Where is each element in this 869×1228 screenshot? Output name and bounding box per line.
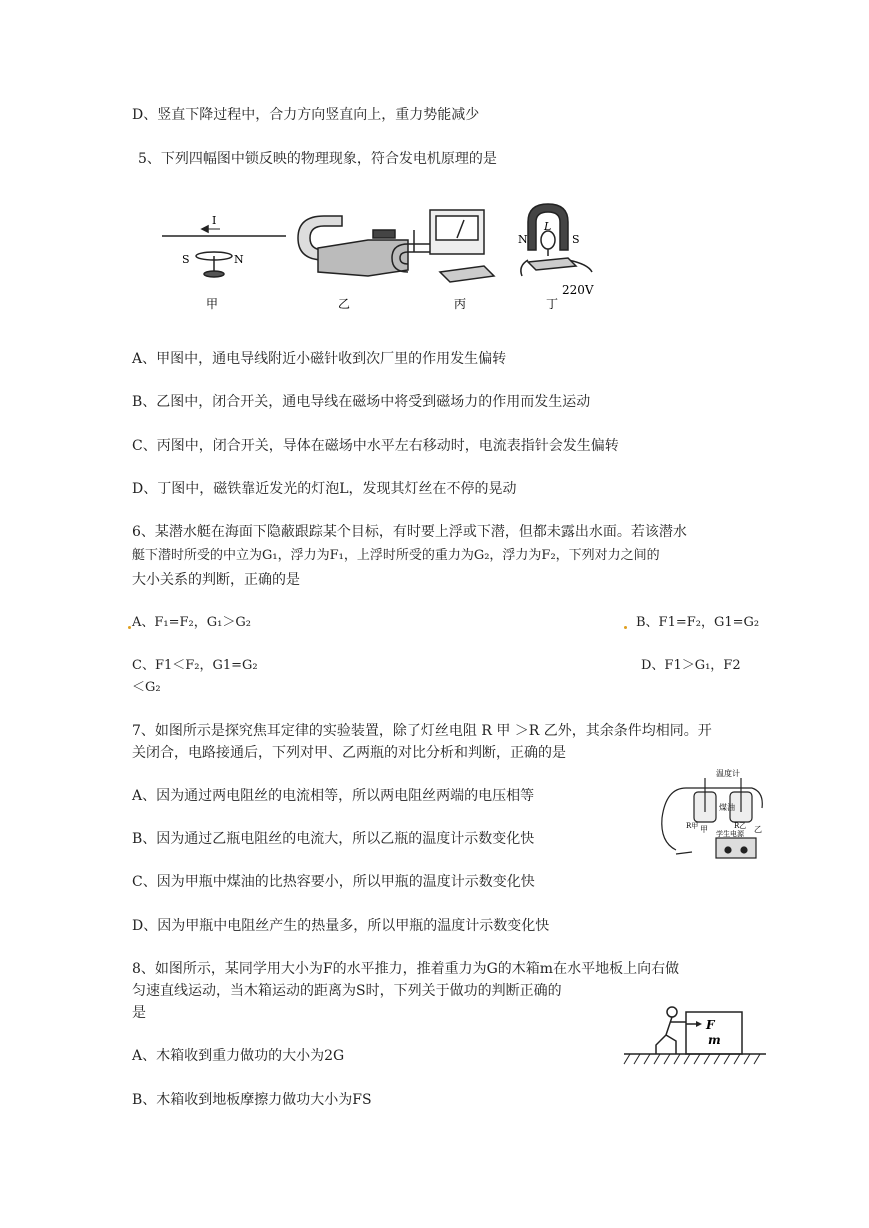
q6-stem-line-1: 6、某潜水艇在海面下隐蔽跟踪某个目标，有时要上浮或下潜，但都未露出水面。若该潜水 xyxy=(132,524,687,540)
force-label: F xyxy=(706,1018,715,1032)
yi-label: 乙 xyxy=(754,825,762,834)
pole-n-ding: N xyxy=(518,233,528,246)
pole-n-jia: N xyxy=(234,253,244,266)
q7-option-a: A、因为通过两电阻丝的电流相等，所以两电阻丝两端的电压相等 xyxy=(132,788,535,804)
q6-option-b: B、F1=F₂，G1=G₂ xyxy=(636,615,760,630)
q5-option-b: B、乙图中，闭合开关，通电导线在磁场中将受到磁场力的作用而发生运动 xyxy=(132,394,591,410)
q8-stem-line-3: 是 xyxy=(132,1005,146,1021)
q5-option-c: C、丙图中，闭合开关，导体在磁场中水平左右移动时，电流表指针会发生偏转 xyxy=(132,438,619,454)
label-bing: 丙 xyxy=(454,297,467,311)
voltage-label: 220V xyxy=(562,283,594,297)
q5-option-d: D、丁图中，磁铁靠近发光的灯泡L，发现其灯丝在不停的晃动 xyxy=(132,481,517,497)
kerosene-label: 煤油 xyxy=(719,803,735,812)
thermometer-label: 温度计 xyxy=(716,769,740,778)
mass-label: m xyxy=(708,1033,721,1047)
q7-stem-line-1: 7、如图所示是探究焦耳定律的实验装置，除了灯丝电阻 R 甲 ＞R 乙外，其余条件均相同。开 xyxy=(132,723,712,739)
q8-option-b: B、木箱收到地板摩擦力做功大小为FS xyxy=(132,1092,372,1108)
mark-dot xyxy=(624,626,627,629)
q5-figure xyxy=(158,200,618,320)
q6-stem-line-2: 艇下潜时所受的中立为G₁，浮力为F₁，上浮时所受的重力为G₂，浮力为F₂，下列对力之间的 xyxy=(132,548,660,563)
figure-yi xyxy=(298,216,408,276)
q8-stem-line-2: 匀速直线运动，当木箱运动的距离为S时，下列关于做功的判断正确的 xyxy=(132,983,562,999)
q7-stem-line-2: 关闭合，电路接通后，下列对甲、乙两瓶的对比分析和判断，正确的是 xyxy=(132,745,566,761)
q7-option-b: B、因为通过乙瓶电阻丝的电流大，所以乙瓶的温度计示数变化快 xyxy=(132,831,535,847)
r-yi-label: R乙 xyxy=(734,822,747,830)
q6-option-d-line-1: D、F1＞G₁，F2 xyxy=(641,658,741,673)
r-jia-label: R甲 xyxy=(686,822,699,830)
q8-stem-line-1: 8、如图所示，某同学用大小为F的水平推力，推着重力为G的木箱m在水平地板上向右做 xyxy=(132,961,680,977)
pole-s-ding: S xyxy=(572,233,580,246)
q4-option-d: D、竖直下降过程中，合力方向竖直向上，重力势能减少 xyxy=(132,107,480,123)
power-label: 学生电源 xyxy=(716,830,744,838)
label-ding: 丁 xyxy=(546,297,559,311)
q7-option-d: D、因为甲瓶中电阻丝产生的热量多，所以甲瓶的温度计示数变化快 xyxy=(132,918,550,934)
jia-label: 甲 xyxy=(700,825,708,834)
q6-option-d-line-2: ＜G₂ xyxy=(132,680,161,695)
q5-stem: 5、下列四幅图中锁反映的物理现象，符合发电机原理的是 xyxy=(138,151,497,167)
figure-jia xyxy=(162,226,286,277)
q6-option-a: A、F₁=F₂，G₁＞G₂ xyxy=(132,615,251,630)
q5-option-a: A、甲图中，通电导线附近小磁针收到次厂里的作用发生偏转 xyxy=(132,351,507,367)
q8-figure xyxy=(620,1002,770,1072)
label-jia: 甲 xyxy=(206,297,219,311)
current-label: I xyxy=(212,214,217,227)
q8-option-a: A、木箱收到重力做功的大小为2G xyxy=(132,1048,345,1064)
q7-option-c: C、因为甲瓶中煤油的比热容要小，所以甲瓶的温度计示数变化快 xyxy=(132,874,535,890)
q6-stem-line-3: 大小关系的判断，正确的是 xyxy=(132,572,300,588)
label-yi: 乙 xyxy=(338,297,351,311)
pole-s-jia: S xyxy=(182,253,190,266)
q6-option-c: C、F1＜F₂，G1=G₂ xyxy=(132,658,258,673)
mark-dot xyxy=(128,626,131,629)
figure-ding xyxy=(521,204,592,276)
bulb-label: L xyxy=(544,220,552,233)
q7-figure xyxy=(656,768,768,868)
